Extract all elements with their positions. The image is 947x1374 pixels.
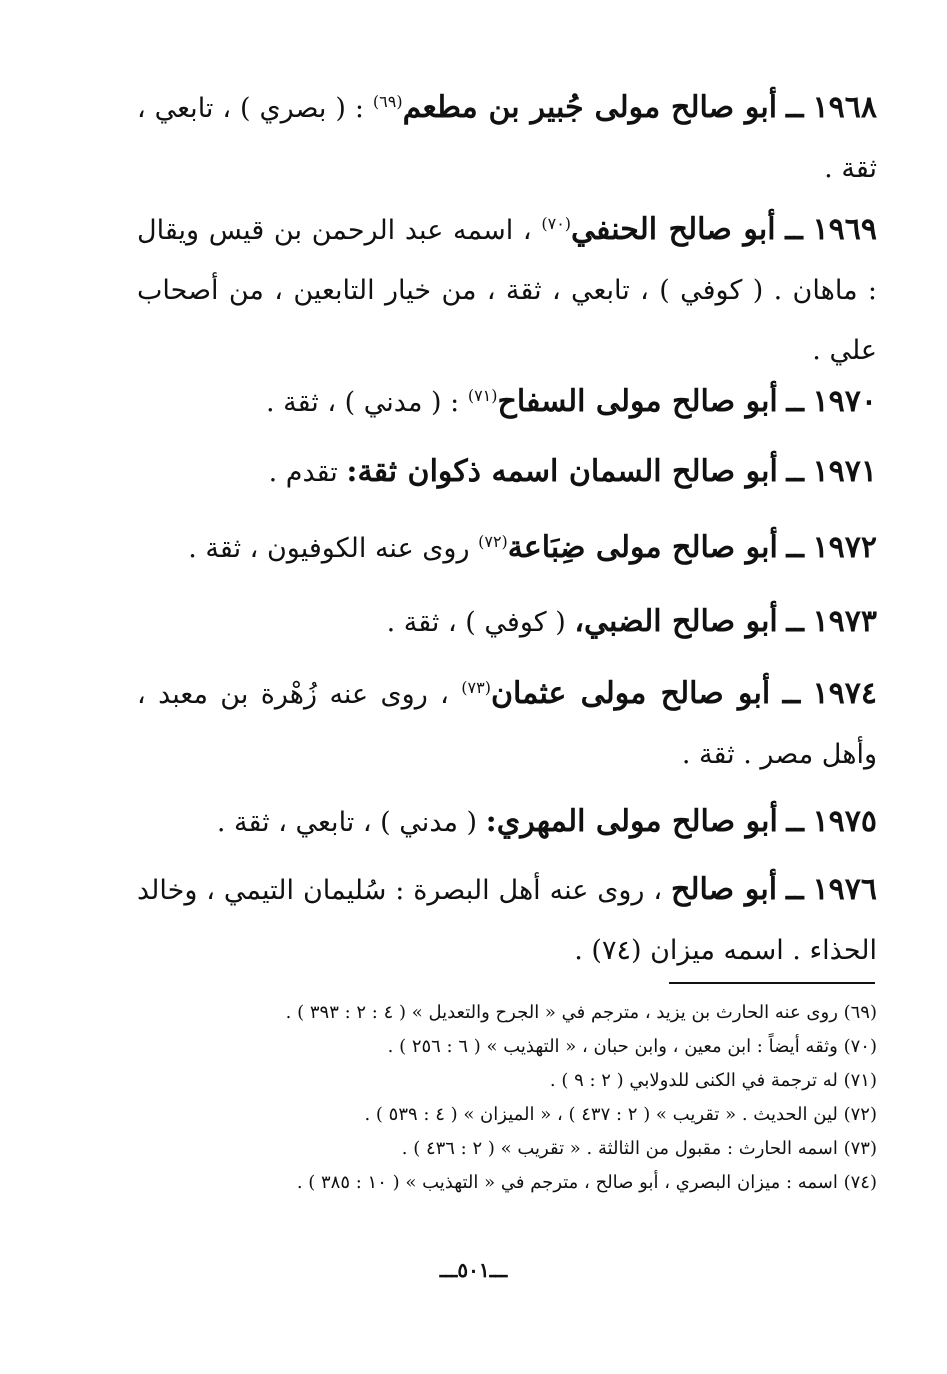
- entry-number: ١٩٧٣: [812, 604, 877, 639]
- entry-dash: ــ: [786, 872, 804, 907]
- page-number: ـــ٥٠١ـــ: [439, 1258, 508, 1282]
- entry-1970: ١٩٧٠ ــ أبو صالح مولى السفاح$^{(٧١)}$ : ( مدني ) ، ثقة .: [265, 384, 877, 419]
- entry-1975: [137, 792, 877, 853]
- entry-1968: ١٩٦٨ ــ أبو صالح مولى جُبير بن مطعم$^{(٦٩)}$ : ( بصري ) ، تابعي ، ثقة .: [137, 90, 877, 184]
- footnote-72: (٧٢) لين الحديث . « تقريب » ( ٢ : ٤٣٧ ) ، « الميزان » ( ٤ : ٥٣٩ ) .: [364, 1104, 877, 1125]
- entry-body: ، روى عنه زُهْرة بن معبد ، وأهل مصر . ثقة .: [137, 679, 877, 770]
- entry-body: : ( بصري ) ، تابعي ، ثقة .: [137, 93, 877, 184]
- entry-name: أبو صالح الحنفي: [571, 212, 776, 247]
- entry-name: أبو صالح مولى عثمان: [490, 676, 771, 711]
- entry-body: روى عنه الكوفيون ، ثقة .: [188, 533, 470, 564]
- footnote-71: (٧١) له ترجمة في الكنى للدولابي ( ٢ : ٩ ) .: [549, 1070, 877, 1091]
- entry-number: ١٩٧١: [812, 454, 877, 489]
- footnotes: [117, 996, 877, 1200]
- entry-1969: ١٩٦٩ ــ أبو صالح الحنفي$^{(٧٠)}$ ، اسمه عبد الرحمن بن قيس ويقال : ماهان . ( كوفي ) ، تابعي ، ثقة ، من خيار التابعين ، من أصحاب علي .: [137, 212, 877, 366]
- footnote-73: (٧٣) اسمه الحارث : مقبول من الثالثة . « تقريب » ( ٢ : ٤٣٦ ) .: [401, 1138, 877, 1159]
- footnote-ref: ٧٠: [547, 214, 565, 233]
- footnote-ref: ٧١: [474, 386, 492, 405]
- entry-body: ( مدني ) ، تابعي ، ثقة .: [216, 807, 478, 838]
- entry-name: أبو صالح: [671, 872, 778, 907]
- entry-number: ١٩٧٥: [812, 804, 877, 839]
- entry-name: أبو صالح مولى جُبير بن مطعم: [402, 90, 778, 125]
- entry-body: : ( مدني ) ، ثقة .: [265, 387, 460, 418]
- footnote-69: (٦٩) روى عنه الحارث بن يزيد ، مترجم في « الجرح والتعديل » ( ٤ : ٢ : ٣٩٣ ) .: [285, 1002, 877, 1023]
- footnote-divider: [669, 982, 875, 984]
- entry-dash: ــ: [786, 90, 804, 125]
- entry-number: ١٩٦٩: [812, 212, 877, 247]
- entry-name: أبو صالح السمان اسمه ذكوان ثقة:: [346, 454, 778, 489]
- entry-number: ١٩٧٠: [812, 384, 877, 419]
- entry-dash: ــ: [782, 676, 801, 711]
- entry-1971: [137, 442, 877, 503]
- entry-dash: ــ: [786, 384, 804, 419]
- entry-number: ١٩٦٨: [812, 90, 877, 125]
- entry-1974: ١٩٧٤ ــ أبو صالح مولى عثمان$^{(٧٣)}$ ، روى عنه زُهْرة بن معبد ، وأهل مصر . ثقة .: [137, 676, 877, 770]
- entry-name: أبو صالح الضبي،: [574, 604, 778, 639]
- footnote-ref: ٦٩: [379, 92, 397, 111]
- entry-number: ١٩٧٤: [812, 676, 877, 711]
- entry-1976: [137, 860, 877, 981]
- entry-1972: ١٩٧٢ ــ أبو صالح مولى ضِبَاعة$^{(٧٢)}$ روى عنه الكوفيون ، ثقة .: [188, 530, 877, 565]
- footnote-ref: ٧٢: [484, 532, 502, 551]
- footnote-ref: ٧٣: [467, 678, 485, 697]
- entry-name: أبو صالح مولى السفاح: [497, 384, 778, 419]
- entry-dash: ــ: [785, 212, 803, 247]
- entry-name: أبو صالح مولى ضِبَاعة: [507, 530, 778, 565]
- entry-dash: ــ: [786, 530, 804, 565]
- entry-name: أبو صالح مولى المهري:: [485, 804, 778, 839]
- footnote-74: (٧٤) اسمه : ميزان البصري ، أبو صالح ، مترجم في « التهذيب » ( ١٠ : ٣٨٥ ) .: [296, 1172, 877, 1193]
- entry-dash: ــ: [786, 454, 804, 489]
- entry-number: ١٩٧٢: [812, 530, 877, 565]
- entry-body: ، اسمه عبد الرحمن بن قيس ويقال : ماهان . ( كوفي ) ، تابعي ، ثقة ، من خيار التابعين ، من أصحاب علي .: [137, 215, 877, 366]
- entry-body: ( كوفي ) ، ثقة .: [386, 607, 566, 638]
- entry-dash: ــ: [786, 804, 804, 839]
- entry-body: تقدم .: [268, 457, 338, 488]
- entry-number: ١٩٧٦: [812, 872, 877, 907]
- entry-1973: [137, 592, 877, 653]
- entry-dash: ــ: [786, 604, 804, 639]
- footnote-70: (٧٠) وثقه أيضاً : ابن معين ، وابن حبان ، « التهذيب » ( ٦ : ٢٥٦ ) .: [387, 1036, 877, 1057]
- entry-body: ، روى عنه أهل البصرة : سُليمان التيمي ، وخالد الحذاء . اسمه ميزان (٧٤) .: [137, 875, 877, 966]
